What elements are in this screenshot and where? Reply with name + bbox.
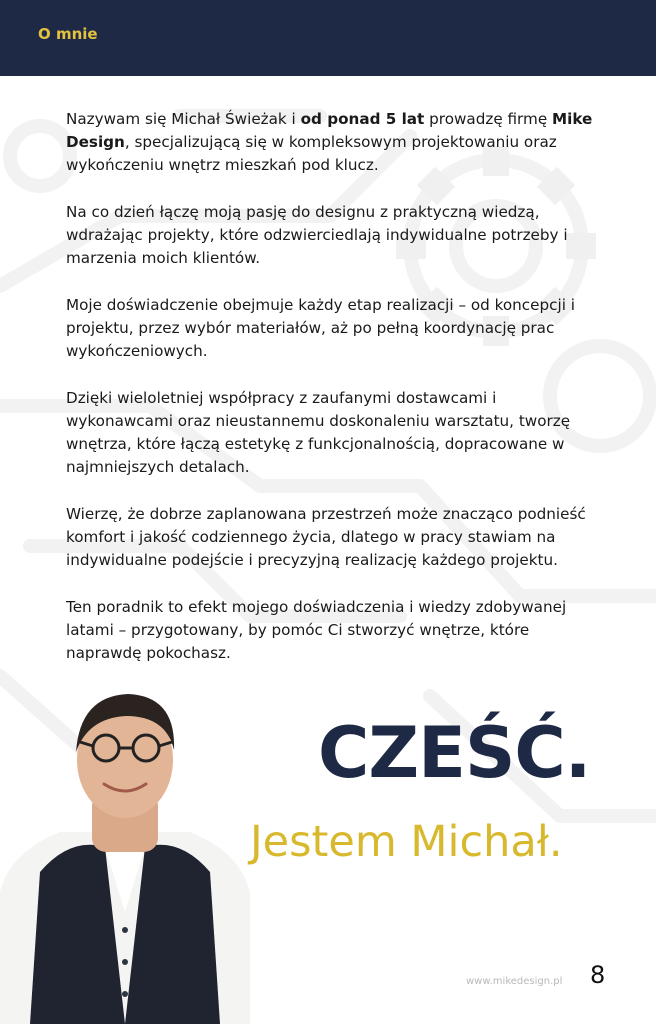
paragraph-passion: Na co dzień łączę moją pasję do designu z praktyczną wiedzą, wdrażając projekty, które odzwierciedlają indywidualne potrzeby i marzenia moich klientów. bbox=[66, 203, 568, 267]
paragraph-cooperation: Dzięki wieloletniej współpracy z zaufanymi dostawcami i wykonawcami oraz nieustannemu doskonaleniu warsztatu, tworzę wnętrza, które łączą estetykę z funkcjonalnością, dopracowane w najmniejszych detalach. bbox=[66, 389, 571, 476]
highlight-years: od ponad 5 lat bbox=[300, 110, 425, 128]
about-text bbox=[66, 108, 606, 689]
section-title: O mnie bbox=[38, 25, 98, 43]
website-link[interactable]: www.mikedesign.pl bbox=[466, 976, 563, 987]
greeting-heading: CZEŚĆ. bbox=[318, 712, 591, 794]
intro-name-heading: Jestem Michał. bbox=[250, 817, 563, 867]
paragraph-experience: Moje doświadczenie obejmuje każdy etap realizacji – od koncepcji i projektu, przez wybór materiałów, aż po pełną koordynację prac wykończeniowych. bbox=[66, 296, 575, 360]
header-bar bbox=[0, 0, 656, 76]
paragraph-intro: Nazywam się Michał Świeżak i od ponad 5 lat prowadzę firmę Mike Design, specjalizującą się w kompleksowym projektowaniu oraz wykończeniu wnętrz mieszkań pod klucz. bbox=[66, 110, 593, 174]
portrait-photo bbox=[0, 672, 250, 1024]
highlight-company: Mike Design bbox=[66, 110, 593, 151]
paragraph-guide: Ten poradnik to efekt mojego doświadczenia i wiedzy zdobywanej latami – przygotowany, by pomóc Ci stworzyć wnętrze, które naprawdę pokochasz. bbox=[66, 598, 567, 662]
page-number: 8 bbox=[590, 961, 606, 989]
paragraph-belief: Wierzę, że dobrze zaplanowana przestrzeń może znacząco podnieść komfort i jakość codziennego życia, dlatego w pracy stawiam na indywidualne podejście i precyzyjną realizację każdego projektu. bbox=[66, 505, 586, 569]
